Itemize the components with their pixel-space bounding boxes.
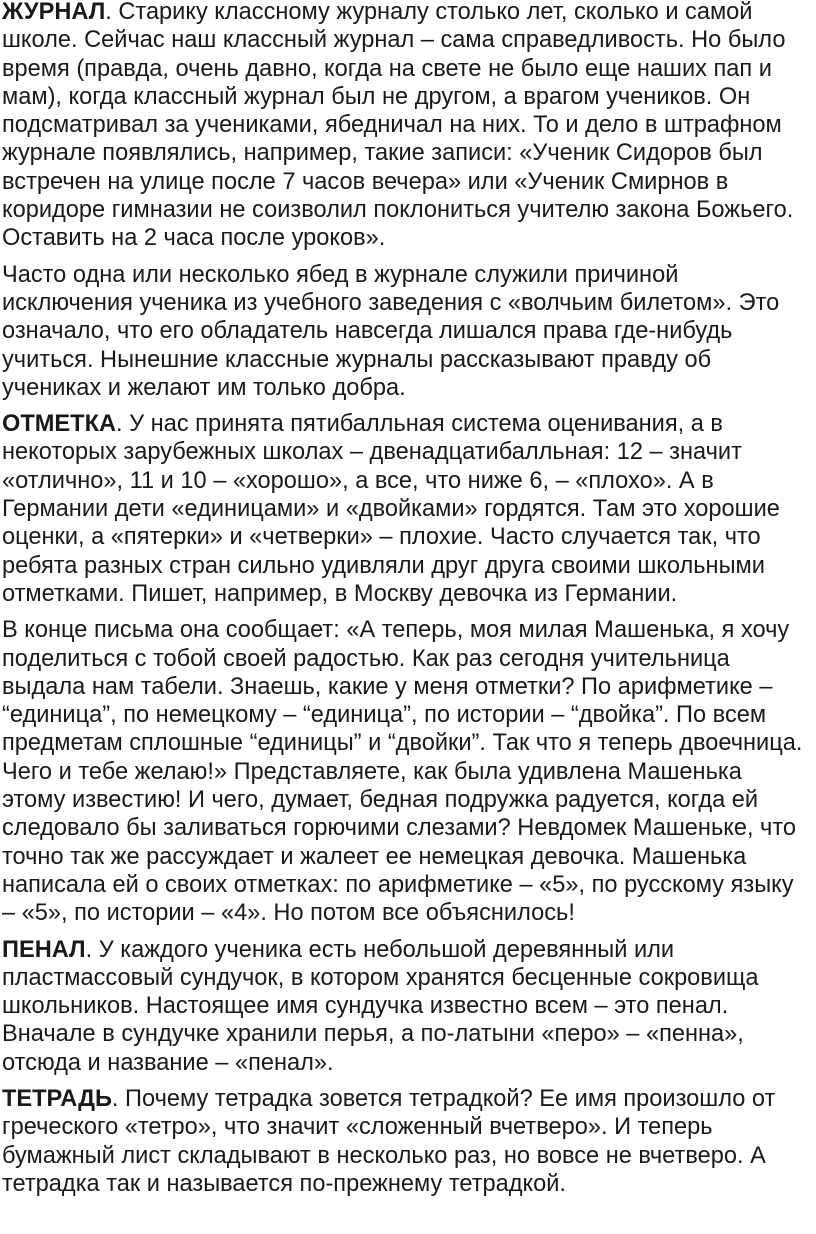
paragraph-letter (2, 616, 810, 927)
paragraph-mark (2, 410, 810, 608)
term-notebook: ТЕТРАДЬ (2, 1085, 112, 1112)
paragraph-text: . Почему тетрадка зовется тетрадкой? Ее имя произошло от греческого «тетро», что значит «сложенный вчетверо». И теперь бумажный лист складывают в несколько раз, но вовсе не вчетверо. А тетрадка так и называется по-прежнему тетрадкой. (2, 1085, 776, 1197)
paragraph-text: . У нас принята пятибалльная система оценивания, а в некоторых зарубежных школах – двенадцатибалльная: 12 – значит «отлично», 11 и 10 – «хорошо», а все, что ниже 6, – «плохо». А в Германии дети «единицами» и «двойками» гордятся. Там это хорошие оценки, а «пятерки» и «четверки» – плохие. Часто случается так, что ребята разных стран сильно удивляли друг друга своими школьными отметками. Пишет, например, в Москву девочка из Германии. (2, 411, 780, 607)
paragraph-journal (2, 0, 810, 253)
paragraph-text: . У каждого ученика есть небольшой деревянный или пластмассовый сундучок, в котором хранятся бесценные сокровища школьников. Настоящее имя сундучка известно всем – это пенал. Вначале в сундучке хранили перья, а по-латыни «перо» – «пенна», отсюда и название – «пенал». (2, 936, 759, 1076)
term-journal: ЖУРНАЛ (2, 0, 106, 25)
paragraph-text: . Старику классному журналу столько лет, сколько и самой школе. Сейчас наш классный журнал – сама справедливость. Но было время (правда, очень давно, когда на свете не было еще наших пап и мам), когда классный журнал был не другом, а врагом учеников. Он подсматривал за учениками, ябедничал на них. То и дело в штрафном журнале появлялись, например, такие записи: «Ученик Сидоров был встречен на улице после 7 часов вечера» или «Ученик Смирнов в коридоре гимназии не соизволил поклониться учителю закона Божьего. Оставить на 2 часа после уроков». (2, 0, 794, 252)
paragraph-text: Часто одна или несколько ябед в журнале служили причиной исключения ученика из учебного заведения с «волчьим билетом». Это означало, что его обладатель навсегда лишался права где-нибудь учиться. Нынешние классные журналы рассказывают правду об учениках и желают им только добра. (2, 261, 780, 401)
term-mark: ОТМЕТКА (2, 411, 117, 438)
term-pencil-case: ПЕНАЛ (2, 936, 86, 963)
paragraph-notebook (2, 1085, 810, 1198)
paragraph-pencil-case (2, 936, 810, 1077)
paragraph-text: В конце письма она сообщает: «А теперь, моя милая Машенька, я хочу поделиться с тобой своей радостью. Как раз сегодня учительница выдала нам табели. Знаешь, какие у меня отметки? По арифметике – “единица”, по немецкому – “единица”, по истории – “двойка”. По всем предметам сплошные “единицы” и “двойки”. Так что я теперь двоечница. Чего и тебе желаю!» Представляете, как была удивлена Машенька этому известию! И чего, думает, бедная подружка радуется, когда ей следовало бы заливаться горючими слезами? Невдомек Машеньке, что точно так же рассуждает и жалеет ее немецкая девочка. Машенька написала ей о своих отметках: по арифметике – «5», по русскому языку – «5», по истории – «4». Но потом все объяснилось! (2, 617, 803, 927)
paragraph-journal-continued (2, 261, 810, 402)
